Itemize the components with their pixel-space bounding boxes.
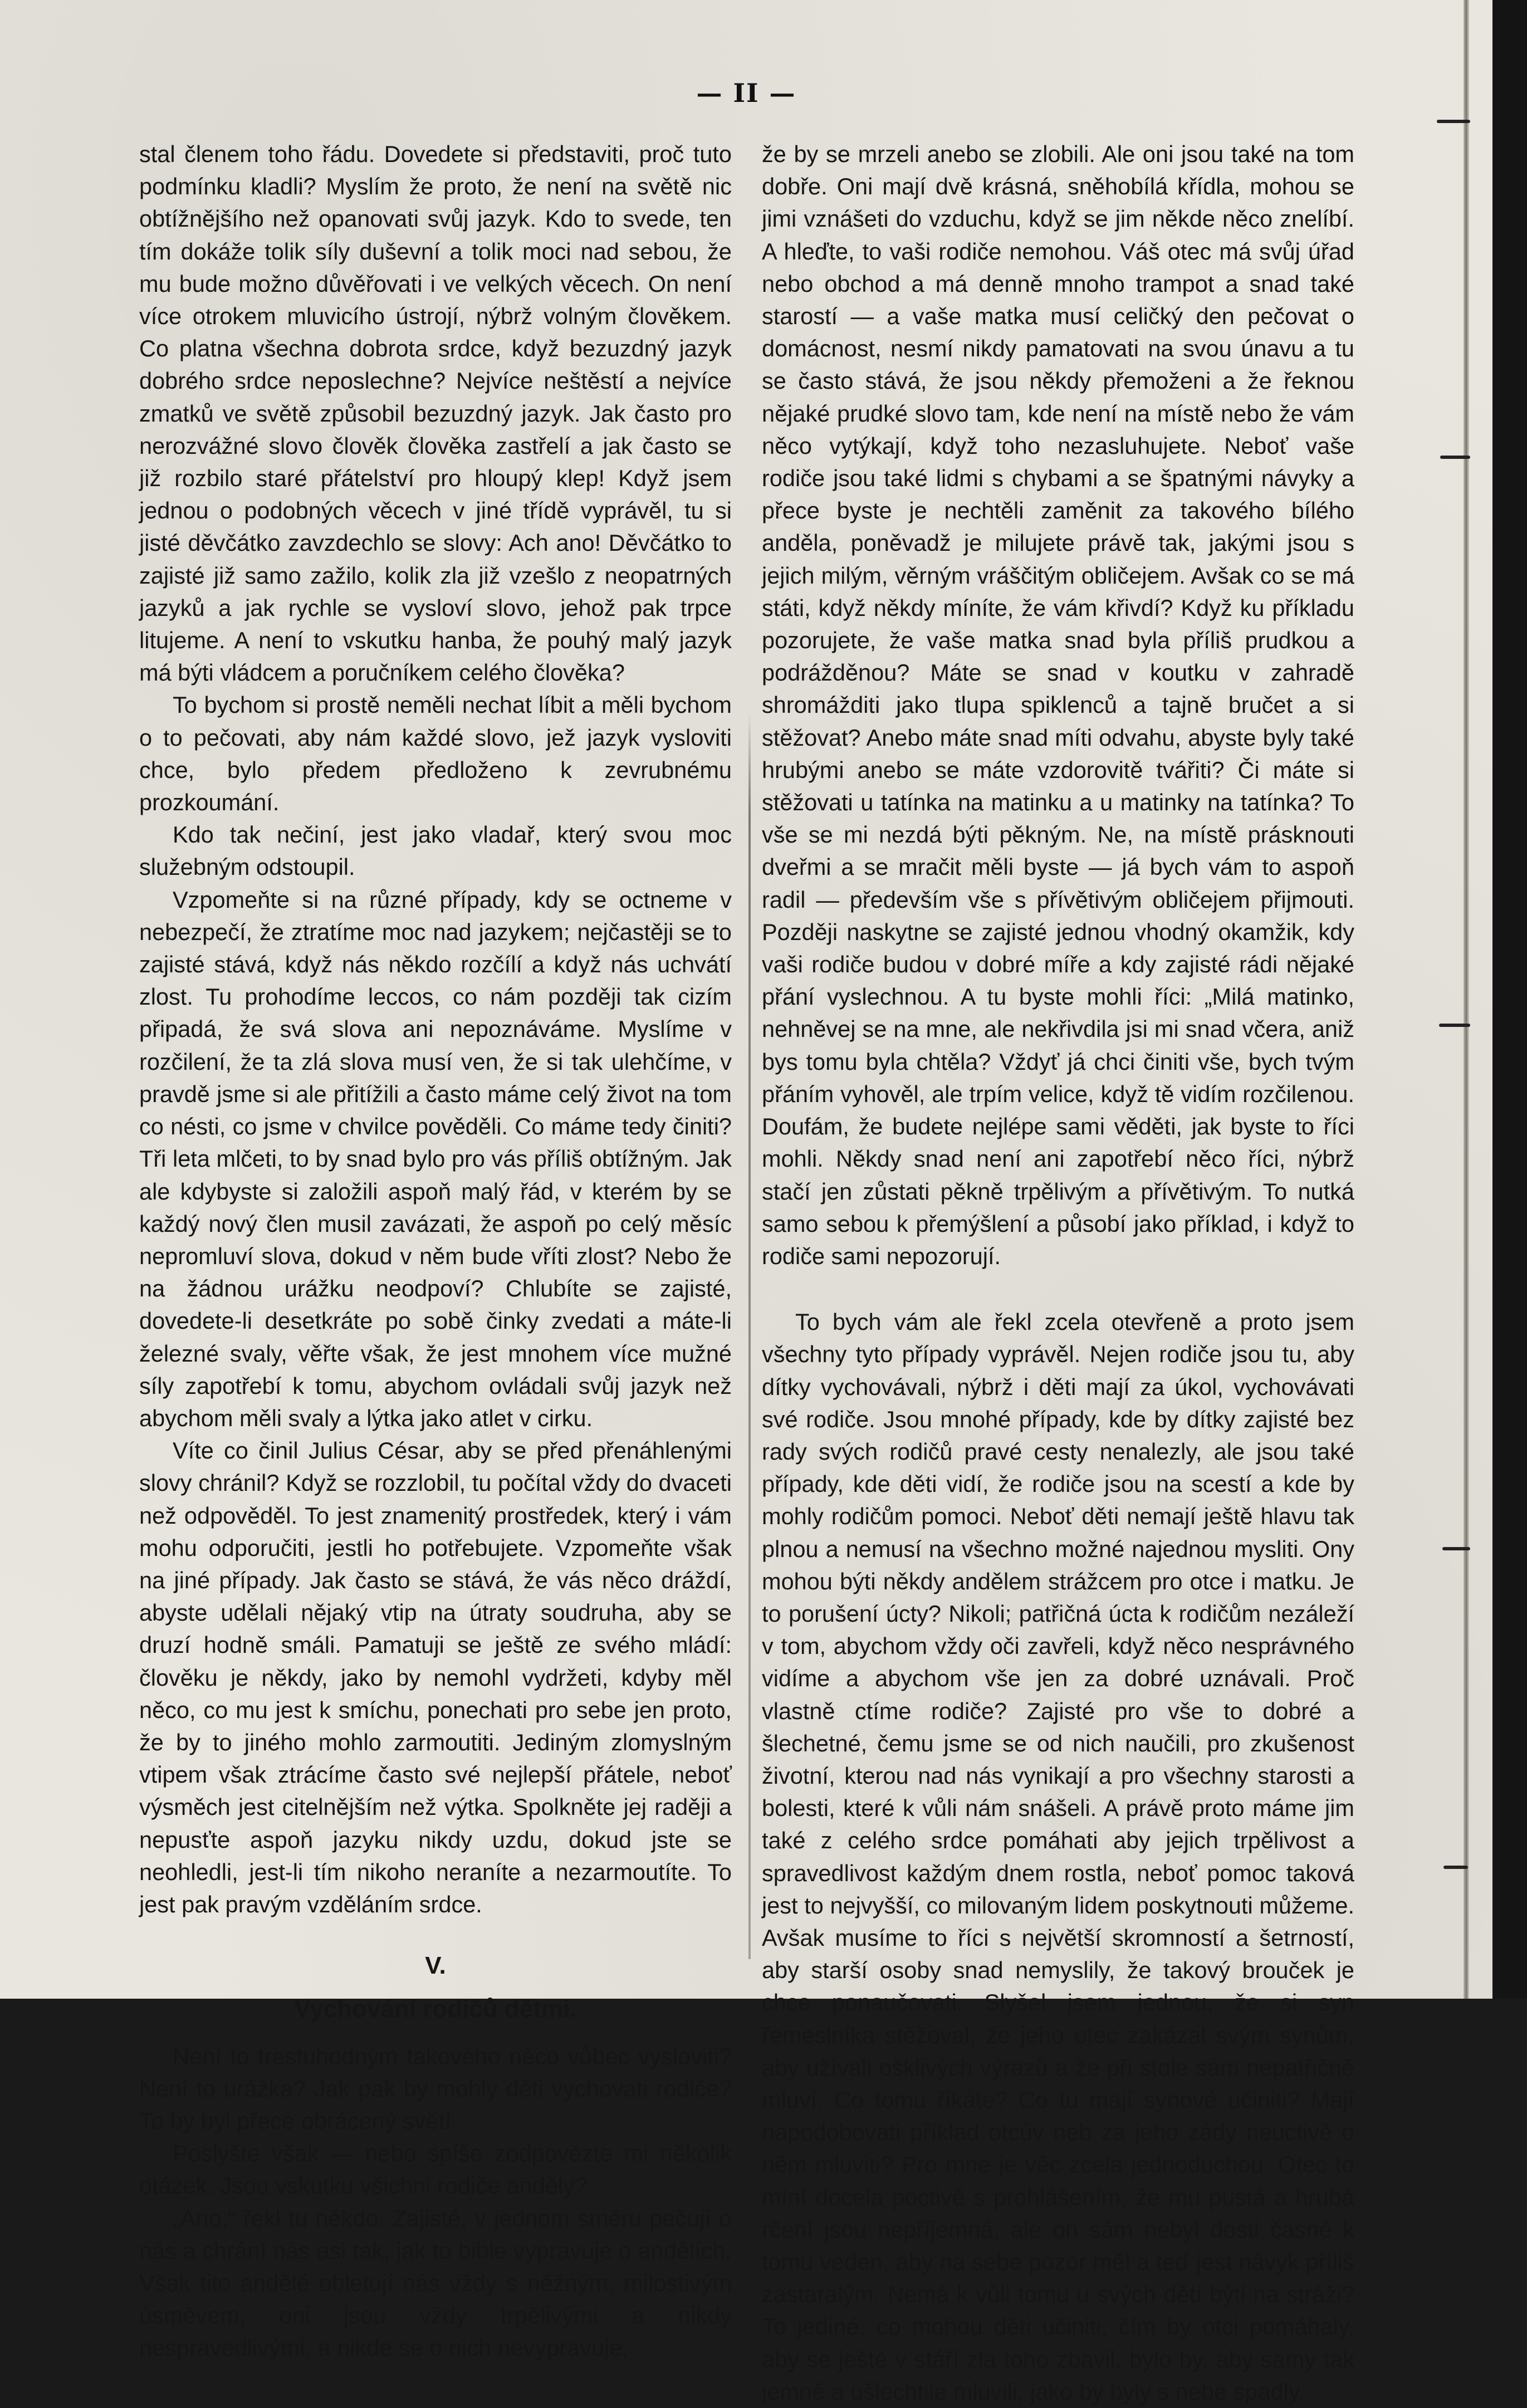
paragraph: Poslyšte však — nebo spíše zodpovězte mi několik otázek. Jsou vskutku všichni rodiče anděly? xyxy=(139,2140,732,2199)
paragraph: To bychom si prostě neměli nechat líbit a měli bychom o to pečovati, aby nám každé slovo, jež jazyk vysloviti chce, bylo předem předloženo k zevrubnému prozkoumání. xyxy=(139,692,732,816)
paragraph: Kdo tak nečiní, jest jako vladař, který svou moc služebným odstoupil. xyxy=(139,821,732,880)
scan-mark xyxy=(1440,456,1470,459)
scanner-border xyxy=(1492,0,1527,1999)
scan-mark xyxy=(1443,1866,1468,1869)
paragraph-gap xyxy=(762,1272,1354,1306)
scan-mark xyxy=(1437,120,1470,123)
scan-mark xyxy=(1439,1024,1470,1027)
paragraph: Víte co činil Julius César, aby se před přenáhlenými slovy chránil? Když se rozzlobil, tu počítal vždy do dvaceti než odpověděl. To jest znamenitý prostředek, který i vám mohu odporučiti, jestli ho potřebujete. Vzpomeňte však na jiné případy. Jak často se stává, že vás něco dráždí, abyste udělali nějaký vtip na útraty soudruha, aby se druzí hodně smáli. Pamatuji se ještě ze svého mládí: člověku je někdy, jako by nemohl vydržeti, kdyby měl něco, co mu jest k smíchu, ponechati pro sebe jen proto, že by to jiného mohlo zarmoutiti. Jediným zlomyslným vtipem však ztrácíme často své nejlepší přátele, neboť výsměch jest citelnějším než výtka. Spolkněte jej raději a nepusťte aspoň jazyku nikdy uzdu, dokud jste se neohledli, jest-li tím nikoho neraníte a nezarmoutíte. To jest pak pravým vzděláním srdce. xyxy=(139,1437,732,1917)
section-number: V. xyxy=(425,1952,446,1980)
left-column xyxy=(139,138,732,2365)
paragraph: že by se mrzeli anebo se zlobili. Ale oni jsou také na tom dobře. Oni mají dvě krásná, sněhobílá křídla, mohou se jimi vznášeti do vzduchu, když se jim někde něco znelíbí. A hleďte, to vaši rodiče nemohou. Váš otec má svůj úřad nebo obchod a má denně mnoho trampot a snad také starostí — a vaše matka musí celičký den pečovat o domácnost, nesmí nikdy pamatovati na svou únavu a tu se často stává, že jsou někdy přemoženi a že řeknou nějaké prudké slovo tam, kde není na místě nebo že vám něco vytýkají, když toho nezasluhujete. Neboť vaše rodiče jsou také lidmi s chybami a se špatnými návyky a přece byste je nechtěli zaměnit za takového bílého anděla, poněvadž je milujete právě tak, jakými jsou s jejich milým, věrným vráščitým obličejem. Avšak co se má státi, když někdy míníte, že vám křivdí? Když ku příkladu pozorujete, že vaše matka snad byla příliš prudkou a podrážděnou? Máte se snad v koutku v zahradě shromážditi jako tlupa spiklenců a tajně bručet a si stěžovat? Anebo máte snad míti odvahu, abyste byly také hrubými anebo se máte vzdorovitě tvářiti? Či máte si stěžovati u tatínka na matinku a u matinky na tatínka? To vše se mi nezdá býti pěkným. Ne, na místě prásknouti dveřmi a se mračit měli byste — já bych vám to aspoň radil — především vše s přívětivým obličejem přijmouti. Později naskytne se zajisté jednou vhodný okamžik, kdy vaši rodiče budou v dobré míře a kdy zajisté rádi nějaké přání vyslechnou. A tu byste mohli říci: „Milá matinko, nehněvej se na mne, ale nekřivdila jsi mi snad včera, aniž bys tomu byla chtěla? Vždyť já chci činiti vše, bych tvým přáním vyhověl, ale trpím velice, když tě vidím rozčilenou. Doufám, že budete nejlépe sami věděti, jak byste to říci mohli. Někdy snad není ani zapotřebí něco říci, nýbrž stačí jen zůstati pěkně trpělivým a přívětivým. To nutká samo sebou k přemýšlení a působí jako příklad, i když to rodiče sami nepozorují. xyxy=(762,141,1354,1269)
column-divider xyxy=(748,712,751,1959)
binding-edge xyxy=(1464,0,1469,1999)
page-number: — II — xyxy=(696,78,796,108)
paragraph: To bych vám ale řekl zcela otevřeně a proto jsem všechny tyto případy vyprávěl. Nejen rodiče jsou tu, aby dítky vychovávali, nýbrž i děti mají za úkol, vychovávati své rodiče. Jsou mnohé případy, kde by dítky zajisté bez rady svých rodičů pravé cesty nenalezly, ale jsou také případy, kde děti vidí, že rodiče jsou na scestí a kde by mohly rodičům pomoci. Neboť děti nemají ještě hlavu tak plnou a nemusí na všechno možné najednou mysliti. Ony mohou býti někdy andělem strážcem pro otce i matku. Je to porušení úcty? Nikoli; patřičná úcta k rodičům nezáleží v tom, abychom vždy oči zavřeli, když něco nesprávného vidíme a abychom vše jen za dobré uznávali. Proč vlastně ctíme rodiče? Zajisté pro vše to dobré a šlechetné, čemu jsme se od nich naučili, pro zkušenost životní, kterou nad nás vynikají a pro všechny starosti a bolesti, které k vůli nám snášeli. A právě proto máme jim také z celého srdce pomáhati aby jejich trpělivost a spravedlivost každým dnem rostla, neboť pomoc taková jest to nejvyšší, co milovaným lidem poskytnouti můžeme. Avšak musíme to říci s největší skromností a šetrností, aby starší osoby snad nemyslily, že takový brouček je chce ponaučovati. Slyšel jsem jednou, že si syn řemeslníka stěžoval, že jeho otec zakázal svým synům, aby užívali ošklivých výrazů a že při stole sám nepatřičně mluví. Co tomu říkáte? Co tu mají synové učiniti? Mají napodobovati příklad otcův neb za jeho zády neuctivě o něm mluviti? Pro mne je věc zcela jednoduchou. Otec to míní docela poctivě s prohlášením, že mu pustá a hrubá rčení jsou nepříjemná, ale on sám nebyl dosti časně k tomu veden, aby na sebe pozor měl a teď jest návyk příliš zastaralým. Nemá k vůli tomu u svých dětí býti na stráži? To jediné, co mohou děti učiniti, čím by otci pomáhaly, aby se ještě v stáří zla toho zbavil, bylo by, aby samy tak jemně a ušlechtile mluvili, jako by byly s nebe spadly. xyxy=(762,1309,1354,2405)
scan-mark xyxy=(1442,1547,1470,1550)
paragraph: „Ano,“ řekl tu někdo. Zajisté, v jednom směru pečují o nás a chrání nás asi tak, jak to bible vypravuje o andělích. Však tito andělé obletují nás vždy s něžným, milostivým úsměvem, oni jsou vždy trpělivými a nikdy nespravedlivými, a nikde se o nich nevypravuje, xyxy=(139,2205,732,2361)
paragraph: stal členem toho řádu. Dovedete si představiti, proč tuto podmínku kladli? Myslím že proto, že není na světě nic obtížnějšího než opanovati svůj jazyk. Kdo to svede, ten tím dokáže tolik síly duševní a tolik moci nad sebou, že mu bude možno důvěřovati i ve velkých věcech. On není více otrokem mluvicího ústrojí, nýbrž volným člověkem. Co platna všechna dobrota srdce, když bezuzdný jazyk dobrého srdce neposlechne? Nejvíce neštěstí a nejvíce zmatků ve světě způsobil bezuzdný jazyk. Jak často pro nerozvážné slovo člověk člověka zastřelí a jak často se již rozbilo staré přátelství pro hloupý klep! Když jsem jednou o podobných věcech v jiné třídě vyprávěl, tu si jisté děvčátko zavzdechlo se slovy: Ach ano! Děvčátko to zajisté již samo zažilo, kolik zla již vzešlo z neopatrných jazyků a jak rychle se vysloví slovo, jehož pak trpce litujeme. A není to vskutku hanba, že pouhý malý jazyk má býti vládcem a poručníkem celého člověka? xyxy=(139,141,732,686)
section-title: Vychování rodičů dětmi. xyxy=(294,1995,577,2023)
right-column xyxy=(762,138,1354,2408)
paragraph: Není to trestuhodným takového něco vůbec vysloviti? Není to urážka? Jak pak by mohly děti vychovati rodiče? To by byl přece obrácený svět! xyxy=(139,2043,732,2134)
paragraph: Vzpomeňte si na různé případy, kdy se octneme v nebezpečí, že ztratíme moc nad jazykem; nejčastěji se to zajisté stává, když nás někdo rozčílí a když nás uchvátí zlost. Tu prohodíme leccos, co nám později tak cizím připadá, že svá slova ani nepoznáváme. Myslíme v rozčilení, že ta zlá slova musí ven, že si tak ulehčíme, v pravdě jsme si ale přitížili a často máme celý život na tom co nésti, co jsme v chvilce pověděli. Co máme tedy činiti? Tři leta mlčeti, to by snad bylo pro vás příliš obtížným. Jak ale kdybyste si založili aspoň malý řád, v kterém by se každý nový člen musil zavázati, že aspoň po celý měsíc nepromluví slova, dokud v něm bude vříti zlost? Nebo že na žádnou urážku neodpoví? Chlubíte se zajisté, dovedete-li desetkráte po sobě činky zvedati a máte-li železné svaly, věřte však, že jest mnohem více mužné síly zapotřebí k tomu, abychom ovládali svůj jazyk než abychom měli svaly a lýtka jako atlet v cirku. xyxy=(139,886,732,1431)
